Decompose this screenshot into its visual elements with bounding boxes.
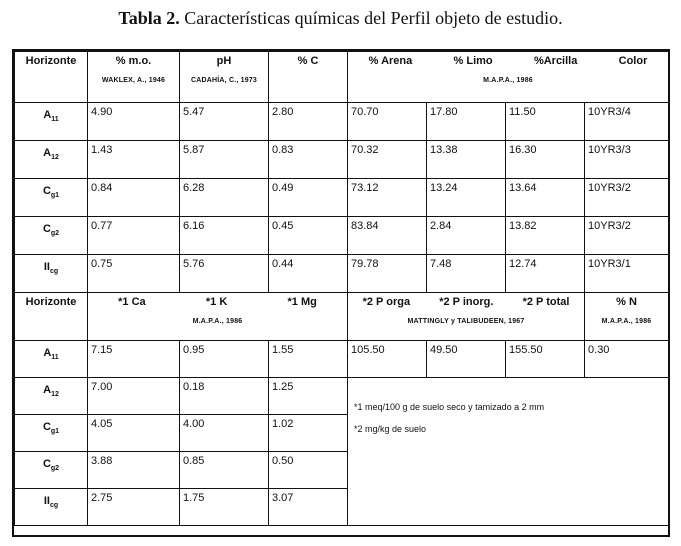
- cell-ca: 2.75: [88, 489, 180, 526]
- cell-k: 0.18: [180, 378, 269, 415]
- cell-limo: 17.80: [427, 103, 506, 141]
- cell-ca: 3.88: [88, 452, 180, 489]
- cell-c: 0.49: [269, 179, 348, 217]
- table-row: [15, 378, 669, 415]
- cell-mg: 1.55: [269, 341, 348, 378]
- table-row: [15, 255, 669, 293]
- cell-ph: 5.47: [180, 103, 269, 141]
- row-horizonte: $A_{11}$: [15, 341, 88, 378]
- cell-k: 0.85: [180, 452, 269, 489]
- header-horizonte: Horizonte: [15, 52, 88, 103]
- row-horizonte: $II_{cg}$: [15, 489, 88, 526]
- cell-arcilla: 11.50: [506, 103, 585, 141]
- caption-label: Tabla 2.: [118, 8, 180, 28]
- cell-mo: 4.90: [88, 103, 180, 141]
- cell-ca: 7.00: [88, 378, 180, 415]
- cell-color: 10YR3/2: [585, 179, 669, 217]
- cell-mg: 1.02: [269, 415, 348, 452]
- cell-color: 10YR3/2: [585, 217, 669, 255]
- table-header-row: [15, 52, 669, 103]
- table-header-row: [15, 293, 669, 341]
- header-k: *1 K: [205, 296, 228, 308]
- cell-limo: 13.38: [427, 141, 506, 179]
- table-row: [15, 217, 669, 255]
- header-arena: % Arena: [368, 55, 413, 67]
- table-row: [15, 341, 669, 378]
- header-group1-ref: M.A.P.A., 1986: [192, 318, 243, 325]
- header-texture-group: [348, 52, 669, 103]
- cell-arena: 83.84: [348, 217, 427, 255]
- cell-ph: 5.87: [180, 141, 269, 179]
- footnotes-cell: [348, 378, 669, 526]
- header-mg: *1 Mg: [287, 296, 317, 308]
- cell-arcilla: 16.30: [506, 141, 585, 179]
- header-ph: pH CADAHÍA, C., 1973: [180, 52, 269, 103]
- header-porga: *2 P orga: [362, 296, 411, 308]
- cell-pinorg: 49.50: [427, 341, 506, 378]
- cell-color: 10YR3/3: [585, 141, 669, 179]
- row-horizonte: $A_{12}$: [15, 141, 88, 179]
- cell-c: 0.44: [269, 255, 348, 293]
- cell-color: 10YR3/1: [585, 255, 669, 293]
- header-color: Color: [618, 55, 648, 67]
- cell-arcilla: 13.82: [506, 217, 585, 255]
- cell-arcilla: 12.74: [506, 255, 585, 293]
- row-horizonte: $C_{g2}$: [15, 452, 88, 489]
- cell-mo: 1.43: [88, 141, 180, 179]
- cell-mg: 3.07: [269, 489, 348, 526]
- cell-ph: 6.16: [180, 217, 269, 255]
- header-ca: *1 Ca: [118, 296, 146, 308]
- row-horizonte: $C_{g2}$: [15, 217, 88, 255]
- row-horizonte: $A_{11}$: [15, 103, 88, 141]
- row-horizonte: $A_{12}$: [15, 378, 88, 415]
- cell-mo: 0.84: [88, 179, 180, 217]
- header-group2-ref: MATTINGLY y TALIBUDEEN, 1967: [407, 318, 525, 325]
- cell-limo: 7.48: [427, 255, 506, 293]
- cell-c: 0.83: [269, 141, 348, 179]
- cell-c: 2.80: [269, 103, 348, 141]
- table-characteristics-2: [14, 292, 669, 526]
- header-group-ref: M.A.P.A., 1986: [483, 77, 533, 84]
- row-horizonte: $C_{g1}$: [15, 415, 88, 452]
- cell-ptotal: 155.50: [506, 341, 585, 378]
- cell-k: 0.95: [180, 341, 269, 378]
- header-phosphorus-group: [348, 293, 585, 341]
- header-c: % C: [269, 52, 348, 103]
- cell-ph: 5.76: [180, 255, 269, 293]
- cell-color: 10YR3/4: [585, 103, 669, 141]
- cell-arena: 70.32: [348, 141, 427, 179]
- footnote-1: *1 meq/100 g de suelo seco y tamizado a 2 mm: [354, 402, 545, 412]
- header-limo: % Limo: [453, 55, 493, 67]
- header-horizonte: Horizonte: [15, 293, 88, 341]
- cell-arcilla: 13.64: [506, 179, 585, 217]
- cell-n: 0.30: [585, 341, 669, 378]
- cell-mo: 0.75: [88, 255, 180, 293]
- table-row: [15, 103, 669, 141]
- table-caption: [0, 8, 681, 29]
- header-mo: % m.o. WAKLEX, A., 1946: [88, 52, 180, 103]
- cell-arena: 79.78: [348, 255, 427, 293]
- table-row: [15, 141, 669, 179]
- cell-k: 4.00: [180, 415, 269, 452]
- cell-ca: 7.15: [88, 341, 180, 378]
- header-arcilla: %Arcilla: [533, 55, 578, 67]
- cell-porga: 105.50: [348, 341, 427, 378]
- header-cations-group: [88, 293, 348, 341]
- cell-limo: 13.24: [427, 179, 506, 217]
- cell-c: 0.45: [269, 217, 348, 255]
- cell-arena: 70.70: [348, 103, 427, 141]
- header-n: % N M.A.P.A., 1986: [585, 293, 669, 341]
- cell-arena: 73.12: [348, 179, 427, 217]
- cell-k: 1.75: [180, 489, 269, 526]
- cell-limo: 2.84: [427, 217, 506, 255]
- cell-mg: 0.50: [269, 452, 348, 489]
- cell-mo: 0.77: [88, 217, 180, 255]
- caption-text: Características químicas del Perfil objeto de estudio.: [179, 8, 563, 28]
- table-row: [15, 179, 669, 217]
- header-pinorg: *2 P inorg.: [439, 296, 494, 308]
- header-ptotal: *2 P total: [522, 296, 570, 308]
- cell-mg: 1.25: [269, 378, 348, 415]
- row-horizonte: $II_{cg}$: [15, 255, 88, 293]
- cell-ph: 6.28: [180, 179, 269, 217]
- table-characteristics-1: [14, 51, 669, 293]
- cell-ca: 4.05: [88, 415, 180, 452]
- footnote-2: *2 mg/kg de suelo: [354, 424, 427, 435]
- row-horizonte: $C_{g1}$: [15, 179, 88, 217]
